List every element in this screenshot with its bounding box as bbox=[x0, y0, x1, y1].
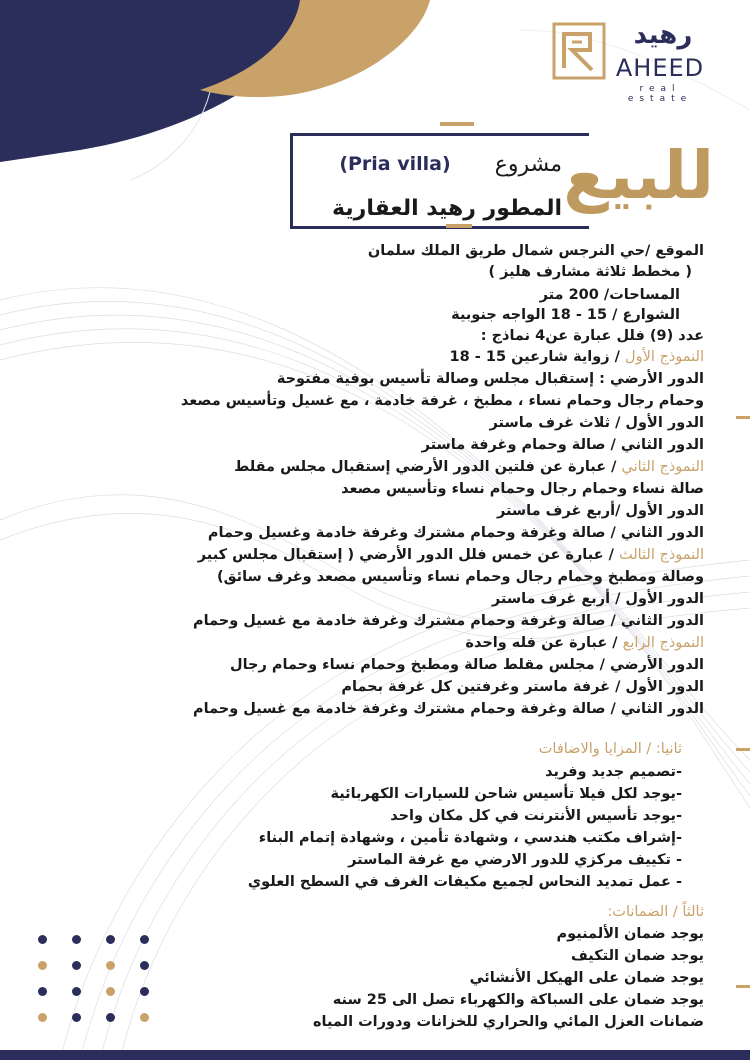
gold-accent-tick bbox=[736, 416, 750, 419]
model-title: النموذج الأول bbox=[625, 349, 704, 365]
feature-item: -إشراف مكتب هندسي ، وشهادة تأمين ، وشهادة إتمام البناء bbox=[258, 830, 682, 846]
feature-item: - عمل تمديد النحاس لجميع مكيفات الغرف في السطح العلوي bbox=[247, 874, 682, 890]
model-title: النموذج الثالث bbox=[618, 547, 704, 563]
for-sale-title: للبيع bbox=[563, 137, 714, 214]
guarantee-item: يوجد ضمان على الهيكل الأنشائي bbox=[469, 970, 704, 986]
model-line: صالة نساء وحمام رجال وحمام نساء وتأسيس مصعد bbox=[341, 481, 704, 497]
model-heading bbox=[465, 634, 704, 652]
dot bbox=[140, 1013, 149, 1022]
dot bbox=[72, 1013, 81, 1022]
model-heading bbox=[234, 458, 704, 476]
bottom-bar bbox=[0, 1050, 750, 1060]
project-label: مشروع bbox=[494, 152, 562, 177]
project-name: (Pria villa) bbox=[339, 153, 451, 175]
model-line: الدور الأرضي / مجلس مقلط صالة ومطبخ وحمام نساء وحمام رجال bbox=[230, 657, 704, 673]
dot bbox=[106, 961, 115, 970]
gold-accent-tick bbox=[736, 748, 750, 751]
dot bbox=[106, 935, 115, 944]
model-heading bbox=[450, 348, 704, 366]
guarantee-item: يوجد ضمان على السباكة والكهرباء تصل الى 25 سنه bbox=[332, 992, 704, 1008]
model-line: الدور الثاني / صالة وحمام وغرفة ماستر bbox=[421, 437, 704, 453]
model-first-line: / عبارة عن خمس فلل الدور الأرضي ( إستقبال مجلس كبير bbox=[197, 547, 619, 563]
dot bbox=[140, 935, 149, 944]
dot bbox=[38, 1013, 47, 1022]
dot bbox=[38, 961, 47, 970]
decorative-dot-grid bbox=[38, 935, 178, 1025]
model-line: وحمام رجال وحمام نساء ، مطبخ ، غرفة خادمة ، مع غسيل وتأسيس مصعد bbox=[180, 393, 704, 409]
logo-mark-icon bbox=[552, 22, 606, 80]
dot bbox=[38, 987, 47, 996]
model-first-line: / عبارة عن فله واحدة bbox=[465, 635, 623, 651]
dot bbox=[106, 1013, 115, 1022]
model-title: النموذج الرابع bbox=[622, 635, 704, 651]
guarantee-item: يوجد ضمان الألمنيوم bbox=[556, 926, 704, 942]
dot bbox=[72, 987, 81, 996]
feature-item: - تكييف مركزي للدور الارضي مع غرفة الماستر bbox=[348, 852, 682, 868]
dot bbox=[72, 961, 81, 970]
villa-count-line: عدد (9) فلل عبارة عن4 نماذج : bbox=[480, 328, 704, 344]
model-heading bbox=[198, 546, 704, 564]
model-line: الدور الثاني / صالة وغرفة وحمام مشترك وغرفة خادمة وغسيل وحمام bbox=[207, 525, 704, 541]
model-line: الدور الأول / أربع غرف ماستر bbox=[491, 591, 704, 607]
model-first-line: / عبارة عن فلتين الدور الأرضي إستقبال مجلس مقلط bbox=[234, 459, 622, 475]
location-line: الموقع /حي النرجس شمال طريق الملك سلمان bbox=[367, 243, 704, 259]
model-line: الدور الأرضي : إستقبال مجلس وصالة تأسيس بوفية مفتوحة bbox=[276, 371, 704, 387]
dot bbox=[140, 961, 149, 970]
gold-accent-line bbox=[446, 224, 472, 228]
model-title: النموذج الثاني bbox=[621, 459, 704, 475]
dot bbox=[38, 935, 47, 944]
logo-arabic-text: رهيد bbox=[633, 20, 693, 50]
dot bbox=[140, 987, 149, 996]
logo-english-text: AHEED bbox=[615, 54, 705, 82]
dot bbox=[72, 935, 81, 944]
guarantee-item: ضمانات العزل المائي والحراري للخزانات ودورات المياه bbox=[312, 1014, 704, 1030]
developer-name: المطور رهيد العقارية bbox=[332, 196, 562, 221]
dot bbox=[106, 987, 115, 996]
model-line: الدور الثاني / صالة وغرفة وحمام مشترك وغرفة خادمة مع غسيل وحمام bbox=[193, 701, 704, 717]
areas-line: المساحات/ 200 متر bbox=[539, 287, 680, 303]
gold-accent-tick bbox=[736, 985, 750, 988]
plan-line: ( مخطط ثلاثة مشارف هليز ) bbox=[488, 264, 692, 280]
feature-item: -يوجد تأسيس الأنترنت في كل مكان واحد bbox=[390, 808, 682, 824]
gold-accent-line bbox=[440, 122, 474, 126]
guarantees-title: ثالثاً / الضمانات: bbox=[607, 904, 704, 920]
company-logo bbox=[552, 20, 712, 102]
model-line: وصالة ومطبخ وحمام رجال وحمام نساء وتأسيس مصعد وغرف سائق) bbox=[216, 569, 704, 585]
model-first-line: / زواية شارعين 15 - 18 bbox=[449, 349, 626, 365]
model-line: الدور الأول /أربع غرف ماستر bbox=[496, 503, 704, 519]
model-line: الدور الأول / غرفة ماستر وغرفتين كل غرفة بحمام bbox=[341, 679, 704, 695]
model-line: الدور الأول / ثلاث غرف ماستر bbox=[489, 415, 704, 431]
model-line: الدور الثاني / صالة وغرفة وحمام مشترك وغرفة خادمة مع غسيل وحمام bbox=[193, 613, 704, 629]
guarantee-item: يوجد ضمان التكيف bbox=[571, 948, 704, 964]
feature-item: -تصميم جديد وفريد bbox=[545, 764, 682, 780]
logo-subtitle: real estate bbox=[627, 84, 693, 104]
features-title: ثانيا: / المزايا والاضافات bbox=[538, 741, 682, 757]
streets-line: الشوارع / 15 - 18 الواجه جنوبية bbox=[451, 307, 680, 323]
feature-item: -يوجد لكل فيلا تأسيس شاحن للسيارات الكهربائية bbox=[330, 786, 682, 802]
